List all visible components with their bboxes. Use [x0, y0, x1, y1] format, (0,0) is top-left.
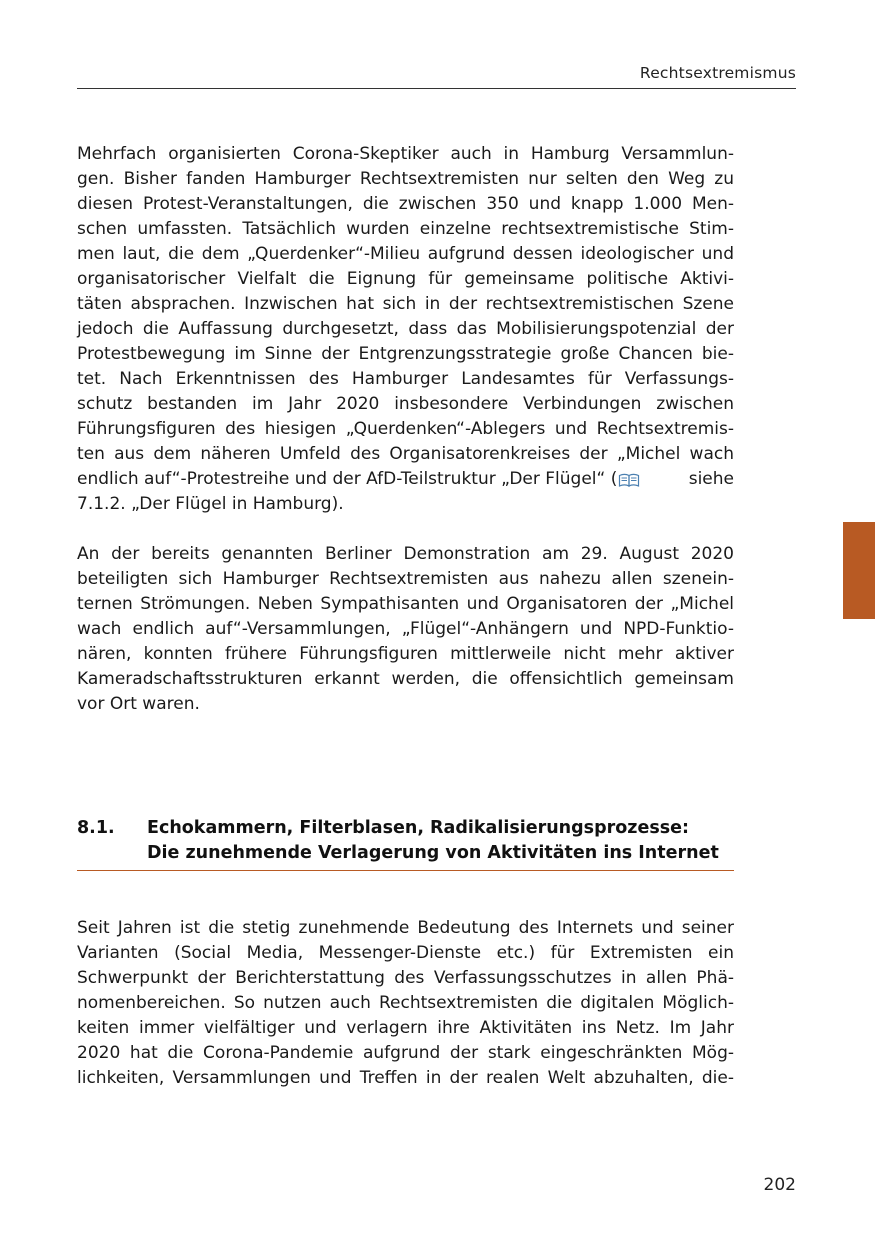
text-line: organisatorischer Vielfalt die Eignung für gemeinsame politische Aktivi- [77, 269, 734, 289]
cross-reference-line [77, 467, 734, 492]
section-rule [77, 870, 734, 871]
text-line: Schwerpunkt der Berichterstattung des Verfassungsschutzes in allen Phä- [77, 968, 734, 988]
paragraph-querdenker [77, 142, 734, 517]
text-line: men laut, die dem „Querdenker“-Milieu aufgrund dessen ideologischer und [77, 244, 734, 264]
cross-reference-text: endlich auf“-Protestreihe und der AfD-Teilstruktur „Der Flügel“ ( [77, 469, 618, 489]
text-line: keiten immer vielfältiger und verlagern ihre Aktivitäten ins Netz. Im Jahr [77, 1018, 734, 1038]
header-rule [77, 88, 796, 89]
text-line: diesen Protest-Veranstaltungen, die zwischen 350 und knapp 1.000 Men- [77, 194, 734, 214]
text-line: Protestbewegung im Sinne der Entgrenzungsstrategie große Chancen bie- [77, 344, 734, 364]
paragraph-berlin-demo [77, 542, 734, 717]
text-line: vor Ort waren. [77, 694, 200, 714]
cross-reference-target[interactable]: 7.1.2. „Der Flügel in Hamburg). [77, 494, 344, 514]
text-line: Varianten (Social Media, Messenger-Dienste etc.) für Extremisten ein [77, 943, 734, 963]
text-line: 2020 hat die Corona-Pandemie aufgrund der stark eingeschränkten Mög- [77, 1043, 734, 1063]
text-line: nomenbereichen. So nutzen auch Rechtsextremisten die digitalen Möglich- [77, 993, 734, 1013]
cross-reference-siehe: siehe [688, 469, 734, 489]
section-title-line-2: Die zunehmende Verlagerung von Aktivitäten ins Internet [147, 843, 719, 863]
text-line: ternen Strömungen. Neben Sympathisanten und Organisatoren der „Michel [77, 594, 734, 614]
section-title [147, 816, 734, 866]
text-line: Seit Jahren ist die stetig zunehmende Bedeutung des Internets und seiner [77, 918, 734, 938]
running-header-title: Rechtsextremismus [639, 64, 796, 82]
book-icon[interactable] [618, 473, 640, 487]
text-line: jedoch die Auffassung durchgesetzt, dass das Mobilisierungspotenzial der [77, 319, 734, 339]
text-line: wach endlich auf“-Versammlungen, „Flügel“-Anhängern und NPD-Funktio- [77, 619, 734, 639]
text-line: beteiligten sich Hamburger Rechtsextremisten aus nahezu allen szenein- [77, 569, 734, 589]
text-line: schutz bestanden im Jahr 2020 insbesondere Verbindungen zwischen [77, 394, 734, 414]
text-line: Führungsfiguren des hiesigen „Querdenken“-Ablegers und Rechtsextremis- [77, 419, 734, 439]
text-line: schen umfassten. Tatsächlich wurden einzelne rechtsextremistische Stim- [77, 219, 734, 239]
text-line: nären, konnten frühere Führungsfiguren mittlerweile nicht mehr aktiver [77, 644, 734, 664]
chapter-side-tab [843, 522, 875, 619]
page-number: 202 [763, 1175, 796, 1195]
text-line: tet. Nach Erkenntnissen des Hamburger Landesamtes für Verfassungs- [77, 369, 734, 389]
text-line: Mehrfach organisierten Corona-Skeptiker auch in Hamburg Versammlun- [77, 144, 734, 164]
text-line: ten aus dem näheren Umfeld des Organisatorenkreises der „Michel wach [77, 444, 734, 464]
section-number: 8.1. [77, 818, 115, 838]
section-title-line-1: Echokammern, Filterblasen, Radikalisierungsprozesse: [147, 818, 690, 838]
text-line: lichkeiten, Versammlungen und Treffen in der realen Welt abzuhalten, die- [77, 1068, 734, 1088]
section-heading [77, 816, 734, 866]
text-line: Kameradschaftsstrukturen erkannt werden, die offensichtlich gemeinsam [77, 669, 734, 689]
text-line: täten absprachen. Inzwischen hat sich in der rechtsextremistischen Szene [77, 294, 734, 314]
text-line: An der bereits genannten Berliner Demonstration am 29. August 2020 [77, 544, 734, 564]
paragraph-internet [77, 916, 734, 1091]
text-line: gen. Bisher fanden Hamburger Rechtsextremisten nur selten den Weg zu [77, 169, 734, 189]
